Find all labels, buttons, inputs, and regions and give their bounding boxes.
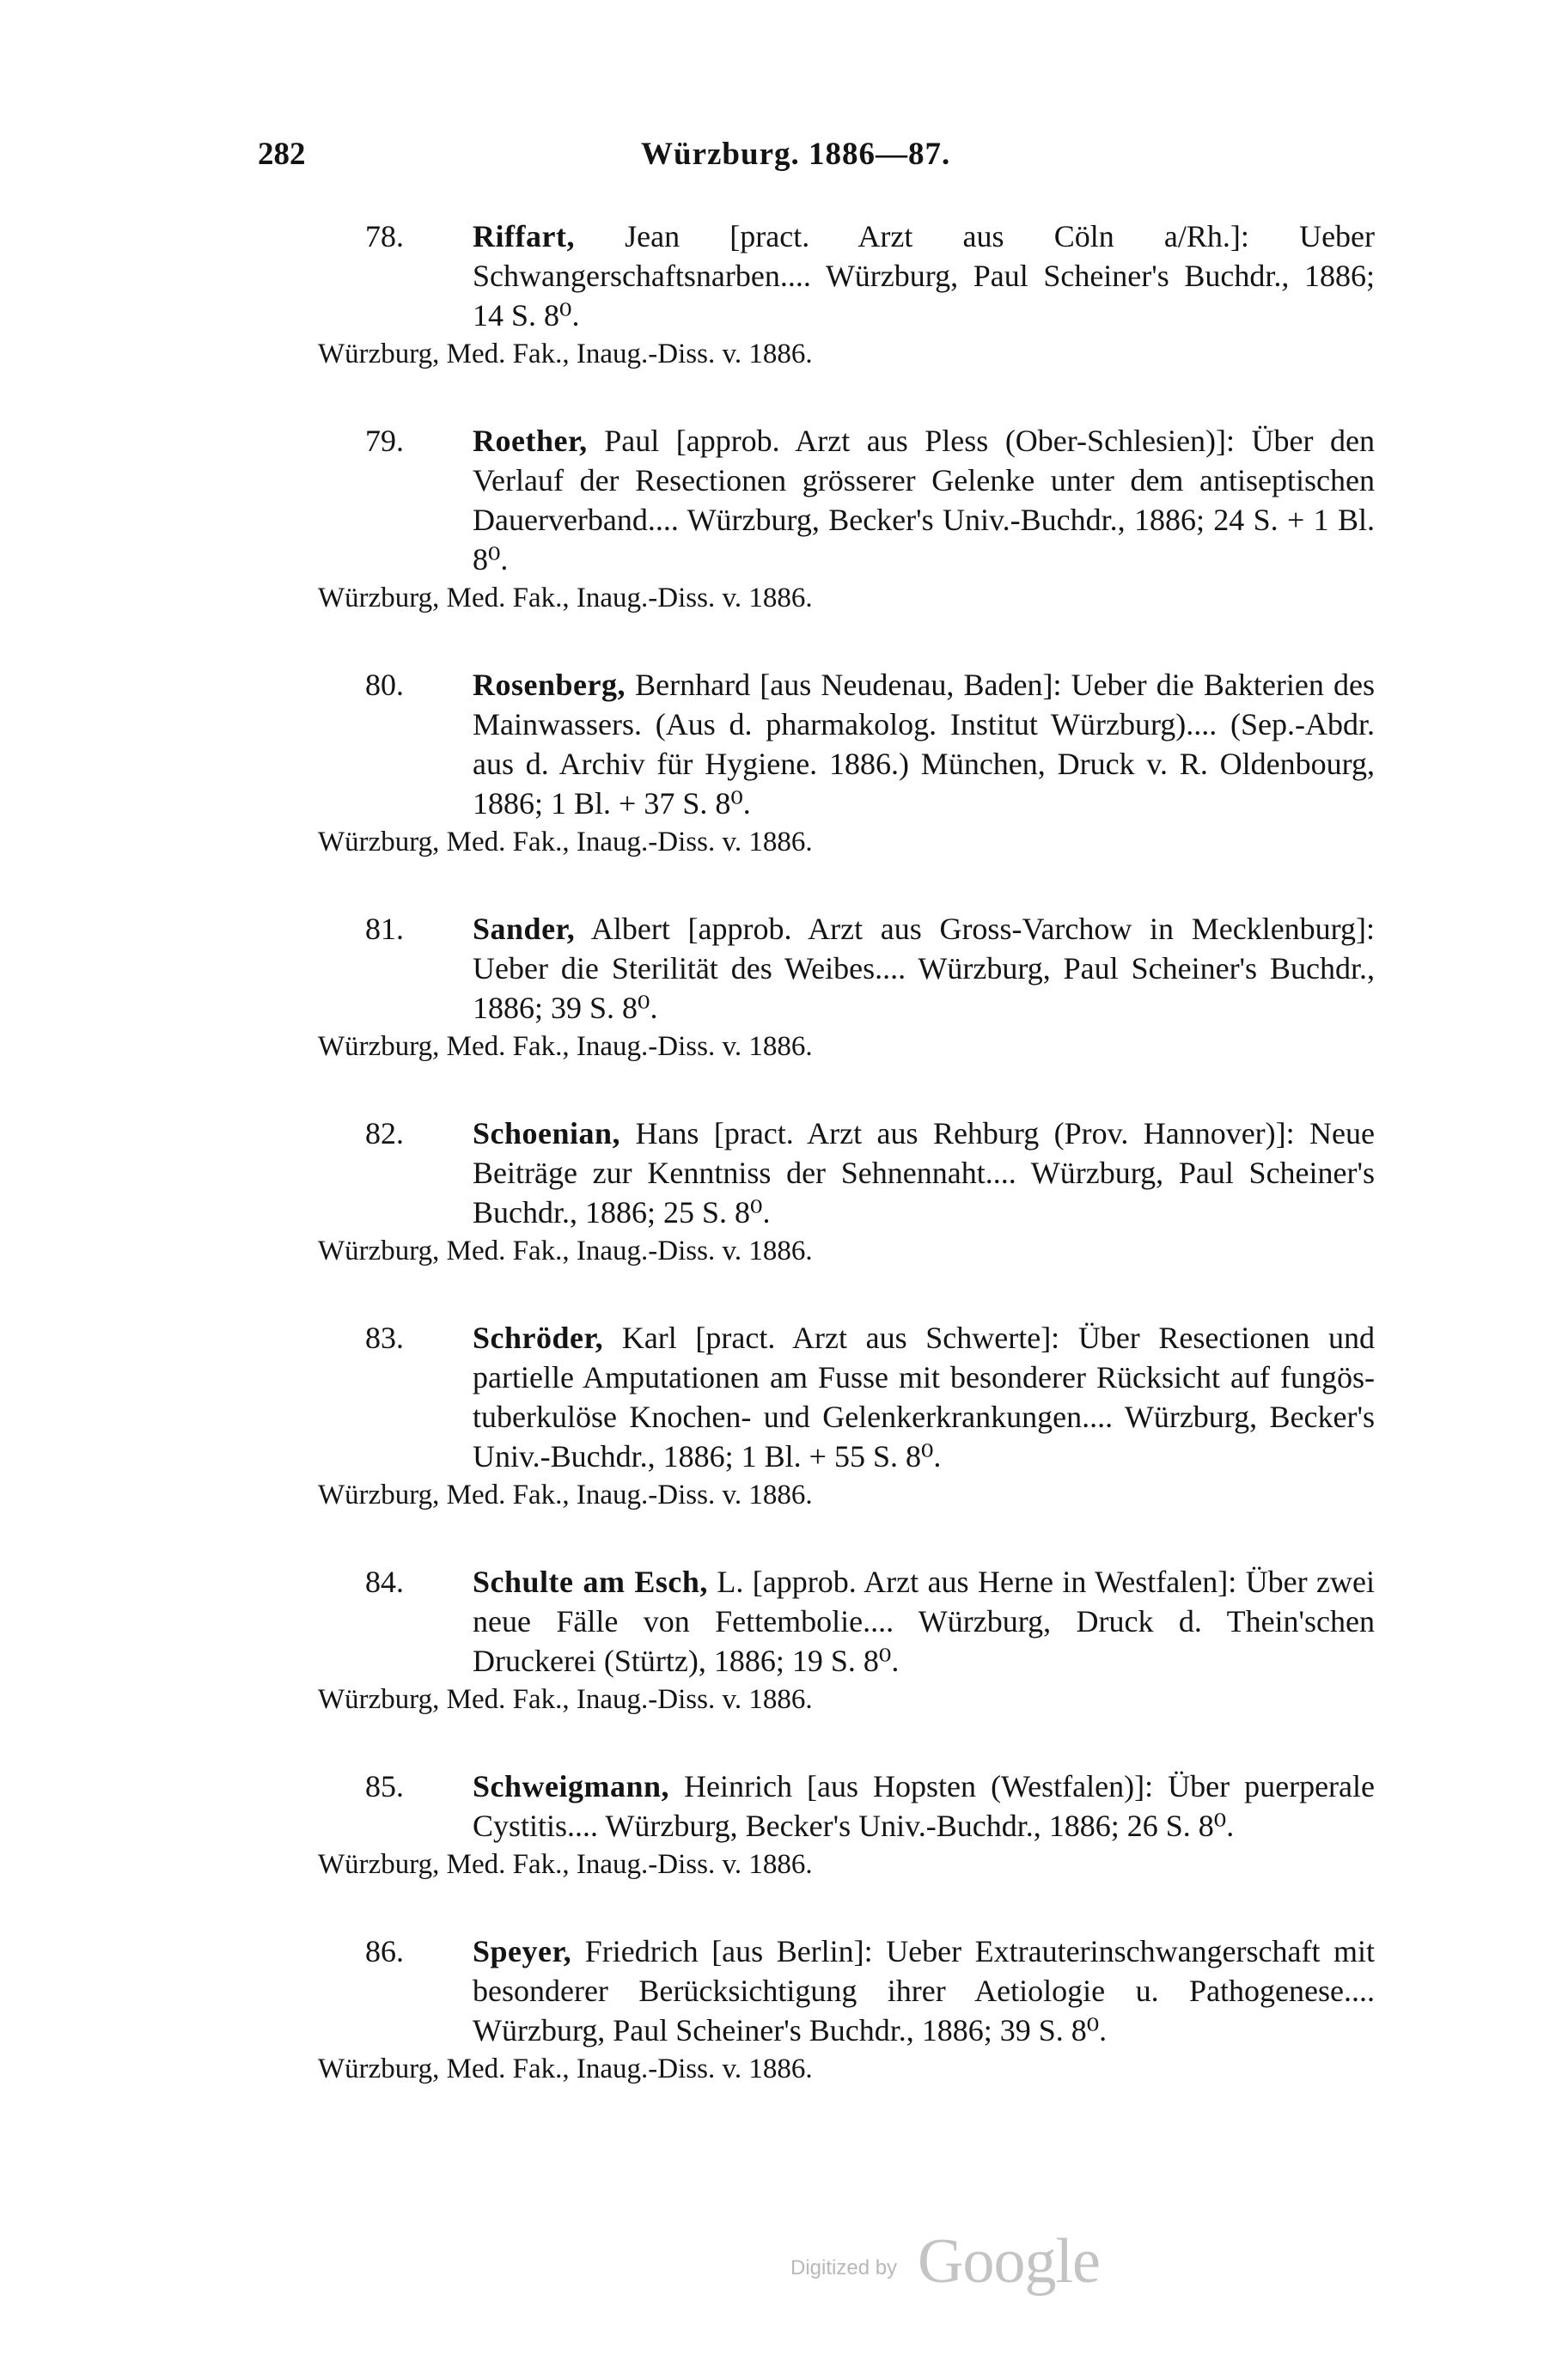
list-item: [258, 909, 1375, 1065]
entry-description: Karl [pract. Arzt aus Schwerte]: Über Resectionen und partielle Amputationen am Fusse mit besonderer Rücksicht auf fungös-tuberkulöse Knochen- und Gelenkerkrankungen.... Würzburg, Becker's Univ.-Buchdr., 1886; 1 Bl. + 55 S. 8⁰.: [473, 1321, 1375, 1474]
entry-author: Schulte am Esch,: [473, 1565, 708, 1599]
entry-number: 78.: [365, 219, 404, 253]
list-item: [258, 1931, 1375, 2088]
entry-description: Friedrich [aus Berlin]: Ueber Extrauterinschwangerschaft mit besonderer Berücksichtigung ihrer Aetiologie u. Pathogenese.... Würzburg, Paul Scheiner's Buchdr., 1886; 39 S. 8⁰.: [473, 1934, 1375, 2047]
entry-description: Jean [pract. Arzt aus Cöln a/Rh.]: Ueber Schwangerschaftsnarben.... Würzburg, Paul Scheiner's Buchdr., 1886; 14 S. 8⁰.: [473, 219, 1376, 333]
list-item: [258, 1562, 1375, 1718]
entry-number: 79.: [365, 424, 404, 458]
entry-number: 80.: [365, 668, 404, 702]
entry-body: [365, 1318, 1375, 1476]
entry-author: Schweigmann,: [473, 1769, 670, 1803]
running-title: Würzburg. 1886—87.: [641, 137, 951, 172]
entry-number: 82.: [365, 1116, 404, 1150]
entry-number: 85.: [365, 1769, 404, 1803]
google-logo: Google: [918, 2226, 1100, 2297]
entry-body: [365, 909, 1375, 1028]
entry-number: 84.: [365, 1565, 404, 1599]
list-item: [258, 1767, 1375, 1883]
list-item: [258, 1318, 1375, 1514]
entry-faculty: Würzburg, Med. Fak., Inaug.-Diss. v. 1886.: [318, 827, 813, 857]
entry-number: 81.: [365, 912, 404, 946]
entry-faculty: Würzburg, Med. Fak., Inaug.-Diss. v. 1886.: [318, 1236, 813, 1266]
entry-author: Riffart,: [473, 219, 575, 253]
entry-body: [365, 1114, 1375, 1232]
digitized-by-label: Digitized by: [790, 2256, 898, 2279]
entry-faculty: Würzburg, Med. Fak., Inaug.-Diss. v. 1886.: [318, 1684, 813, 1715]
entry-number: 83.: [365, 1321, 404, 1355]
entry-author: Speyer,: [473, 1934, 572, 1968]
entry-author: Schoenian,: [473, 1116, 621, 1150]
list-item: [258, 217, 1375, 373]
entry-description: Paul [approb. Arzt aus Pless (Ober-Schlesien)]: Über den Verlauf der Resectionen grösserer Gelenke unter dem antiseptischen Dauerverband.... Würzburg, Becker's Univ.-Buchdr., 1886; 24 S. + 1 Bl. 8⁰.: [473, 424, 1376, 577]
entry-body: [365, 1931, 1375, 2050]
list-item: [258, 1114, 1375, 1270]
entry-number: 86.: [365, 1934, 404, 1968]
entry-description: Bernhard [aus Neudenau, Baden]: Ueber die Bakterien des Mainwassers. (Aus d. pharmakolog. Institut Würzburg).... (Sep.-Abdr. aus d. Archiv für Hygiene. 1886.) München, Druck v. R. Oldenbourg, 1886; 1 Bl. + 37 S. 8⁰.: [473, 668, 1375, 821]
digitization-watermark: [790, 2225, 1134, 2297]
entry-body: [365, 421, 1375, 579]
entry-body: [365, 665, 1375, 823]
entry-faculty: Würzburg, Med. Fak., Inaug.-Diss. v. 1886.: [318, 1480, 813, 1510]
entry-author: Sander,: [473, 912, 576, 946]
entry-body: [365, 1767, 1375, 1846]
entry-description: Heinrich [aus Hopsten (Westfalen)]: Über puerperale Cystitis.... Würzburg, Becker's Univ.-Buchdr., 1886; 26 S. 8⁰.: [473, 1769, 1375, 1843]
entry-description: L. [approb. Arzt aus Herne in Westfalen]: Über zwei neue Fälle von Fettembolie.... Würzburg, Druck d. Thein'schen Druckerei (Stürtz), 1886; 19 S. 8⁰.: [473, 1565, 1375, 1678]
list-item: [258, 665, 1375, 861]
entry-description: Hans [pract. Arzt aus Rehburg (Prov. Hannover)]: Neue Beiträge zur Kenntniss der Sehnennaht.... Würzburg, Paul Scheiner's Buchdr., 1886; 25 S. 8⁰.: [473, 1116, 1375, 1230]
entry-faculty: Würzburg, Med. Fak., Inaug.-Diss. v. 1886.: [318, 1031, 813, 1062]
entry-faculty: Würzburg, Med. Fak., Inaug.-Diss. v. 1886.: [318, 2054, 813, 2084]
entry-list: [258, 217, 1375, 2136]
entry-faculty: Würzburg, Med. Fak., Inaug.-Diss. v. 1886.: [318, 339, 813, 369]
entry-faculty: Würzburg, Med. Fak., Inaug.-Diss. v. 1886.: [318, 1849, 813, 1880]
entry-faculty: Würzburg, Med. Fak., Inaug.-Diss. v. 1886.: [318, 583, 813, 613]
entry-author: Roether,: [473, 424, 588, 458]
running-head: [258, 136, 1375, 179]
list-item: [258, 421, 1375, 617]
entry-body: [365, 217, 1375, 335]
entry-author: Schröder,: [473, 1321, 604, 1355]
entry-author: Rosenberg,: [473, 668, 626, 702]
page-number: 282: [258, 137, 306, 172]
entry-body: [365, 1562, 1375, 1681]
entry-description: Albert [approb. Arzt aus Gross-Varchow in Mecklenburg]: Ueber die Sterilität des Weibes.... Würzburg, Paul Scheiner's Buchdr., 1886; 39 S. 8⁰.: [473, 912, 1375, 1025]
